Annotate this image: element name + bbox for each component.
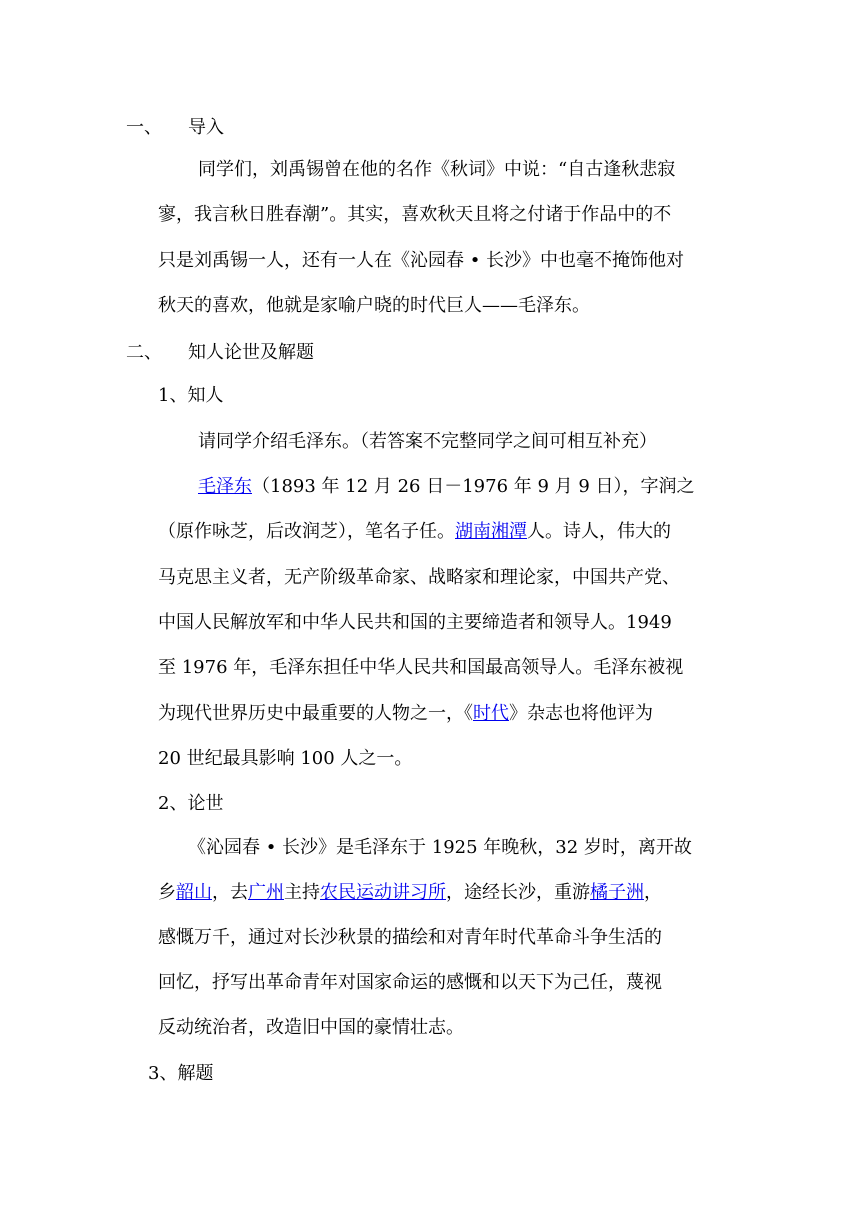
subsection-1-intro: 请同学介绍毛泽东。（若答案不完整同学之间可相互补充） xyxy=(198,431,657,452)
hunan-xiangtan-link[interactable]: 湖南湘潭 xyxy=(455,521,527,542)
subsection-3-title: 3、解题 xyxy=(148,1063,214,1084)
section1-marker: 一、 xyxy=(126,117,162,138)
bio-line-2-post: 人。诗人，伟大的 xyxy=(527,521,671,542)
context-line-2 xyxy=(158,882,662,904)
context-line-2-pre: 乡 xyxy=(158,882,176,903)
section2-title: 知人论世及解题 xyxy=(188,342,314,363)
peasant-movement-institute-link[interactable]: 农民运动讲习所 xyxy=(320,882,446,903)
bio-line-4: 中国人民解放军和中华人民共和国的主要缔造者和领导人。1949 xyxy=(158,612,672,633)
orange-isle-link[interactable]: 橘子洲 xyxy=(590,882,644,903)
context-line-2-post: ， xyxy=(644,882,662,903)
context-line-2-mid3: ，途经长沙，重游 xyxy=(446,882,590,903)
bio-line-1 xyxy=(198,476,695,498)
context-line-2-mid1: ，去 xyxy=(212,882,248,903)
intro-paragraph-line-4: 秋天的喜欢，他就是家喻户晓的时代巨人——毛泽东。 xyxy=(158,295,590,316)
time-magazine-link[interactable]: 时代 xyxy=(473,703,509,724)
subsection-1-title: 1、知人 xyxy=(158,385,224,406)
bio-line-7: 20 世纪最具影响 100 人之一。 xyxy=(158,748,413,769)
guangzhou-link[interactable]: 广州 xyxy=(248,882,284,903)
subsection-2-title: 2、论世 xyxy=(158,793,224,814)
bio-line-6-post: 》杂志也将他评为 xyxy=(509,703,653,724)
bio-line-2-pre: （原作咏芝，后改润芝），笔名子任。 xyxy=(158,521,455,542)
bio-line-6 xyxy=(158,703,653,725)
context-line-3: 感慨万千，通过对长沙秋景的描绘和对青年时代革命斗争生活的 xyxy=(158,927,662,948)
intro-paragraph-line-3: 只是刘禹锡一人，还有一人在《沁园春 • 长沙》中也毫不掩饰他对 xyxy=(158,250,685,271)
mao-zedong-link[interactable]: 毛泽东 xyxy=(198,476,252,497)
context-line-2-mid2: 主持 xyxy=(284,882,320,903)
bio-line-3: 马克思主义者，无产阶级革命家、战略家和理论家，中国共产党、 xyxy=(158,567,680,588)
intro-paragraph-line-2: 寥，我言秋日胜春潮”。其实，喜欢秋天且将之付诸于作品中的不 xyxy=(158,204,672,225)
context-line-1: 《沁园春 • 长沙》是毛泽东于 1925 年晚秋，32 岁时，离开故 xyxy=(188,837,692,858)
bio-line-1-text: （1893 年 12 月 26 日－1976 年 9 月 9 日），字润之 xyxy=(252,476,695,497)
shaoshan-link[interactable]: 韶山 xyxy=(176,882,212,903)
section1-title: 导入 xyxy=(188,117,224,138)
context-line-4: 回忆，抒写出革命青年对国家命运的感慨和以天下为己任，蔑视 xyxy=(158,972,662,993)
bio-line-6-pre: 为现代世界历史中最重要的人物之一，《 xyxy=(158,703,473,724)
section2-marker: 二、 xyxy=(126,342,162,363)
bio-line-5: 至 1976 年，毛泽东担任中华人民共和国最高领导人。毛泽东被视 xyxy=(158,657,684,678)
bio-line-2 xyxy=(158,521,671,543)
context-line-5: 反动统治者，改造旧中国的豪情壮志。 xyxy=(158,1017,464,1038)
intro-paragraph-line-1: 同学们，刘禹锡曾在他的名作《秋词》中说：“自古逢秋悲寂 xyxy=(198,159,676,180)
